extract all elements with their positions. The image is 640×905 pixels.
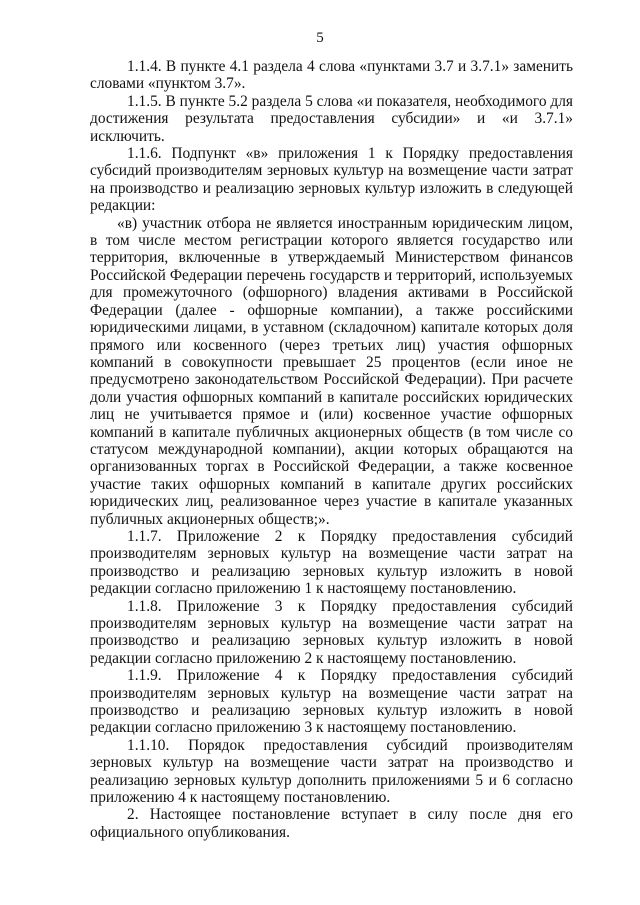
paragraph-1-1-8: 1.1.8. Приложение 3 к Порядку предоставления субсидий производителям зерновых культур на возмещение части затрат на производство и реализацию зерновых культур изложить в новой редакции согласно приложению 2 к настоящему постановлению.: [90, 597, 573, 667]
paragraph-1-1-5: 1.1.5. В пункте 5.2 раздела 5 слова «и показателя, необходимого для достижения результата предоставления субсидии» и «и 3.7.1» исключить.: [90, 92, 573, 145]
paragraph-2: 2. Настоящее постановление вступает в силу после дня его официального опубликования.: [90, 806, 573, 841]
document-body: [90, 58, 573, 841]
paragraph-1-1-4: 1.1.4. В пункте 4.1 раздела 4 слова «пунктами 3.7 и 3.7.1» заменить словами «пунктом 3.7».: [90, 58, 573, 93]
page-number: 5: [316, 30, 324, 46]
paragraph-1-1-9: 1.1.9. Приложение 4 к Порядку предоставления субсидий производителям зерновых культур на возмещение части затрат на производство и реализацию зерновых культур изложить в новой редакции согласно приложению 3 к настоящему постановлению.: [90, 667, 573, 737]
paragraph-1-1-7: 1.1.7. Приложение 2 к Порядку предоставления субсидий производителям зерновых культур на возмещение части затрат на производство и реализацию зерновых культур изложить в новой редакции согласно приложению 1 к настоящему постановлению.: [90, 527, 573, 598]
paragraph-1-1-6: 1.1.6. Подпункт «в» приложения 1 к Порядку предоставления субсидий производителям зерновых культур на возмещение части затрат на производство и реализацию зерновых культур изложить в следующей редакции:: [90, 145, 573, 215]
paragraph-quoted-subclause-v: «в) участник отбора не является иностранным юридическим лицом, в том числе местом регистрации которого является государство или территория, включенные в утверждаемый Министерством финансов Российской Федерации перечень государств и территорий, используемых для промежуточного (офшорного) владения активами в Российской Федерации (далее - офшорные компании), а также российскими юридическими лицами, в уставном (складочном) капитале которых доля прямого или косвенного (через третьих лиц) участия офшорных компаний в совокупности превышает 25 процентов (если иное не предусмотрено законодательством Российской Федерации). При расчете доли участия офшорных компаний в капитале российских юридических лиц не учитывается прямое и (или) косвенное участие офшорных компаний в капитале публичных акционерных обществ (в том числе со статусом международной компании), акции которых обращаются на организованных торгах в Российской Федерации, а также косвенное участие таких офшорных компаний в капитале других российских юридических лиц, реализованное через участие в капитале указанных публичных акционерных обществ;».: [90, 214, 573, 528]
paragraph-1-1-10: 1.1.10. Порядок предоставления субсидий производителям зерновых культур на возмещение части затрат на производство и реализацию зерновых культур дополнить приложениями 5 и 6 согласно приложению 4 к настоящему постановлению.: [90, 736, 573, 807]
